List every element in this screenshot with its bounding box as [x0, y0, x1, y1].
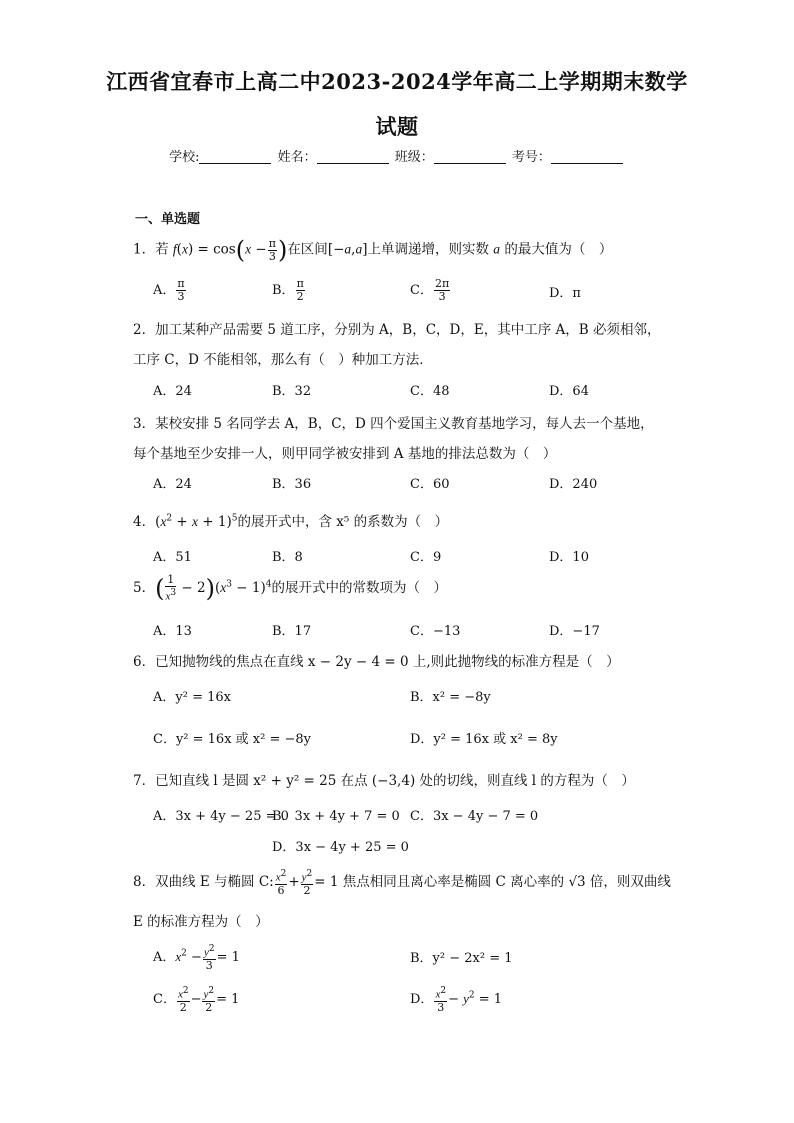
- name-label: 姓名：: [277, 150, 317, 165]
- student-info-row: [0, 146, 794, 165]
- class-label: 班级：: [394, 150, 434, 165]
- question-2-line1: 2．加工某种产品需要 5 道工序，分别为 A，B，C，D，E，其中工序 A，B 必须相邻，: [133, 322, 661, 338]
- question-3-line2: 每个基地至少安排一人，则甲同学被安排到 A 基地的排法总数为（ ）: [133, 446, 557, 462]
- question-4: 4．$(x^2 + x + 1)^5$的展开式中，含 x⁵ 的系数为（ ）: [133, 513, 449, 530]
- q8-option-d[interactable]: D． $\frac{x^2}{3}$ − $y^2 = 1$: [410, 986, 503, 1014]
- school-label: 学校:: [169, 150, 200, 165]
- q8-text: = 1 焦点相同且离心率是椭圆 C 离心率的 √3 倍，则双曲线: [314, 873, 671, 890]
- q1-option-a[interactable]: A． $\frac{\pi}{3}$: [153, 277, 185, 303]
- class-blank[interactable]: [434, 150, 506, 164]
- page-title: 江西省宜春市上高二中2023-2024学年高二上学期期末数学: [106, 69, 688, 94]
- question-3-line1: 3．某校安排 5 名同学去 A，B，C，D 四个爱国主义教育基地学习，每人去一个基地，: [133, 416, 654, 432]
- q7-option-b[interactable]: B．3x + 4y + 7 = 0: [272, 809, 400, 824]
- question-8: 8．双曲线 E 与椭圆 C: $\frac{x^2}{6}$ + $\frac{y^2}{2}$ = 1 焦点相同且离心率是椭圆 C 离心率的 √3 倍，则双曲线: [133, 869, 671, 897]
- q1-option-d[interactable]: D．π: [549, 286, 581, 301]
- q1-text3: 的最大值为（ ）: [504, 241, 613, 258]
- q8-option-a[interactable]: A．$x^2$ − $\frac{y^2}{3}$ = 1: [153, 944, 240, 972]
- q8-number: 8．双曲线 E 与椭圆 C:: [133, 873, 274, 890]
- id-label: 考号：: [511, 150, 551, 165]
- q3-option-a[interactable]: A．24: [153, 477, 192, 492]
- q5-number: 5．: [133, 579, 156, 596]
- q1-number: 1．若: [133, 241, 169, 258]
- question-7: 7．已知直线 l 是圆 x² + y² = 25 在点 (−3,4) 处的切线，则直线 l 的方程为（ ）: [133, 773, 635, 789]
- q6-option-c[interactable]: C．y² = 16x 或 x² = −8y: [153, 732, 312, 747]
- q8-option-c[interactable]: C． $\frac{x^2}{2}$ − $\frac{y^2}{2}$ = 1: [153, 986, 240, 1014]
- q3-option-c[interactable]: C．60: [410, 477, 450, 492]
- q6-option-d[interactable]: D．y² = 16x 或 x² = 8y: [410, 732, 558, 747]
- question-5: 5．( $\frac{1}{x^3}$ − $2)(x^3 - 1)^4$的展开式中的常数项为（ ）: [133, 573, 447, 603]
- q4-option-b[interactable]: B．8: [272, 550, 303, 565]
- section-heading: 一、单选题: [135, 212, 201, 227]
- q1-text2: 上单调递增，则实数: [367, 241, 489, 258]
- q7-option-d[interactable]: D．3x − 4y + 25 = 0: [272, 840, 409, 855]
- q1-text: 在区间: [287, 241, 328, 258]
- q4-option-a[interactable]: A．51: [153, 550, 192, 565]
- q5-option-c[interactable]: C．−13: [410, 624, 461, 639]
- q4-option-d[interactable]: D．10: [549, 550, 589, 565]
- q4-number: 4．: [133, 514, 156, 530]
- q7-option-a[interactable]: A．3x + 4y − 25 = 0: [153, 809, 289, 824]
- q5-option-d[interactable]: D．−17: [549, 624, 600, 639]
- q1-option-c[interactable]: C． $\frac{2\pi}{3}$: [410, 277, 450, 303]
- q2-option-d[interactable]: D．64: [549, 384, 589, 399]
- q2-option-c[interactable]: C．48: [410, 384, 450, 399]
- q5-option-b[interactable]: B．17: [272, 624, 312, 639]
- q4-option-c[interactable]: C．9: [410, 550, 442, 565]
- q1-option-b[interactable]: B． $\frac{\pi}{2}$: [272, 277, 304, 303]
- q2-option-b[interactable]: B．32: [272, 384, 312, 399]
- q3-option-d[interactable]: D．240: [549, 477, 598, 492]
- question-2-line2: 工序 C，D 不能相邻，那么有（ ）种加工方法．: [133, 352, 433, 368]
- q8-option-b[interactable]: B．y² − 2x² = 1: [410, 951, 513, 966]
- school-blank[interactable]: [199, 150, 271, 164]
- question-8-line2: E 的标准方程为（ ）: [133, 914, 269, 930]
- page-title-line2: 试题: [375, 114, 419, 139]
- q6-option-b[interactable]: B．x² = −8y: [410, 690, 491, 705]
- q7-option-c[interactable]: C．3x − 4y − 7 = 0: [410, 809, 539, 824]
- id-blank[interactable]: [551, 150, 623, 164]
- question-1: 1．若 f(x) = cos(x − $\frac{\pi}{3}$ )在区间[−a,a]上单调递增，则实数 a 的最大值为（ ）: [133, 236, 613, 264]
- q5-text: 的展开式中的常数项为（ ）: [271, 579, 447, 596]
- q4-text: 的展开式中，含 x⁵ 的系数为（ ）: [237, 514, 449, 530]
- q2-option-a[interactable]: A．24: [153, 384, 192, 399]
- q5-option-a[interactable]: A．13: [153, 624, 192, 639]
- question-6: 6．已知抛物线的焦点在直线 x − 2y − 4 = 0 上,则此抛物线的标准方程是（ ）: [133, 654, 620, 670]
- name-blank[interactable]: [317, 150, 389, 164]
- q3-option-b[interactable]: B．36: [272, 477, 312, 492]
- q6-option-a[interactable]: A．y² = 16x: [153, 690, 231, 705]
